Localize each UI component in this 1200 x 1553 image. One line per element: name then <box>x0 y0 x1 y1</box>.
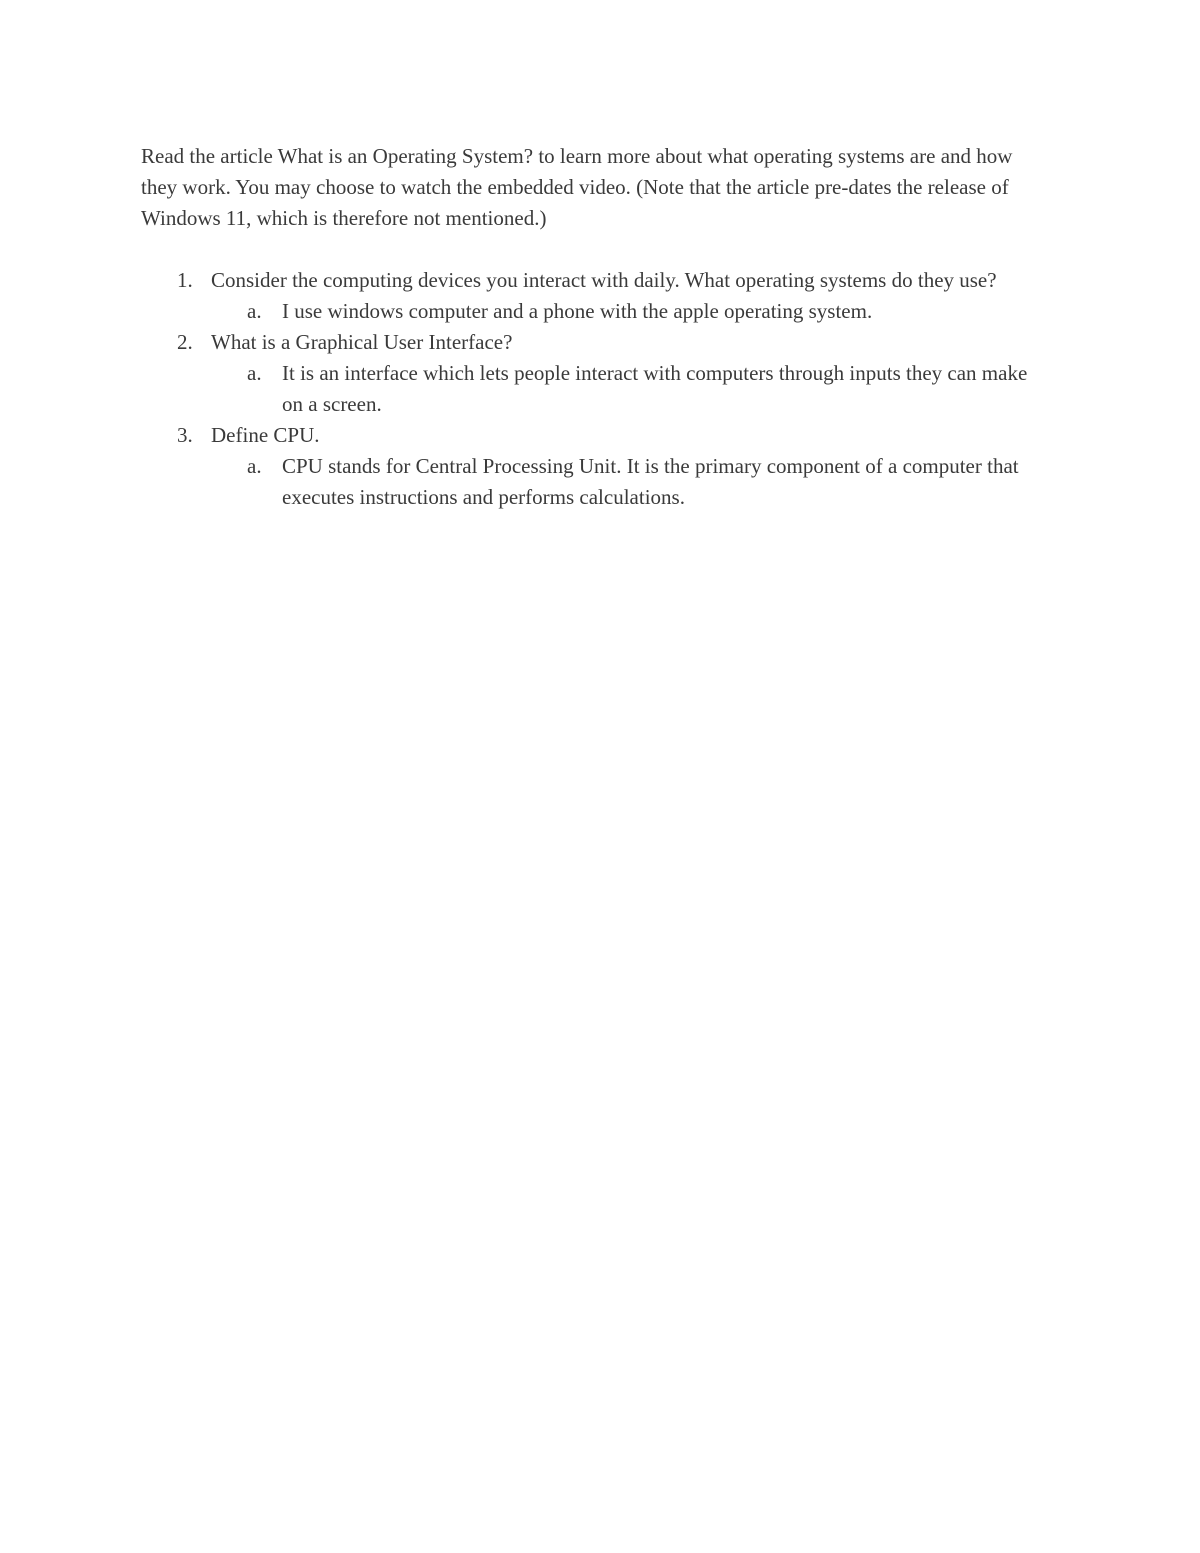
answer-text: CPU stands for Central Processing Unit. It is the primary component of a computer that executes instructions and performs calculations. <box>282 454 1019 509</box>
answer-text: I use windows computer and a phone with the apple operating system. <box>282 299 873 323</box>
list-item <box>141 327 1051 420</box>
list-item <box>141 265 1051 327</box>
answer-list <box>211 296 1051 327</box>
list-item <box>211 296 1051 327</box>
question-text: What is a Graphical User Interface? <box>211 330 513 354</box>
question-list <box>141 265 1051 513</box>
question-number: 3. <box>177 423 193 447</box>
list-item <box>211 451 1051 513</box>
document-body <box>141 141 1051 513</box>
answer-list <box>211 451 1051 513</box>
answer-letter: a. <box>247 361 262 385</box>
answer-letter: a. <box>247 299 262 323</box>
intro-paragraph: Read the article What is an Operating System? to learn more about what operating systems are and how they work. You may choose to watch the embedded video. (Note that the article pre-dates the release of Windows 11, which is therefore not mentioned.) <box>141 144 1013 230</box>
answer-letter: a. <box>247 454 262 478</box>
answer-list <box>211 358 1051 420</box>
question-number: 1. <box>177 268 193 292</box>
question-text: Define CPU. <box>211 423 320 447</box>
question-number: 2. <box>177 330 193 354</box>
list-item <box>141 420 1051 513</box>
answer-text: It is an interface which lets people interact with computers through inputs they can make on a screen. <box>282 361 1028 416</box>
list-item <box>211 358 1051 420</box>
question-text: Consider the computing devices you interact with daily. What operating systems do they use? <box>211 268 997 292</box>
